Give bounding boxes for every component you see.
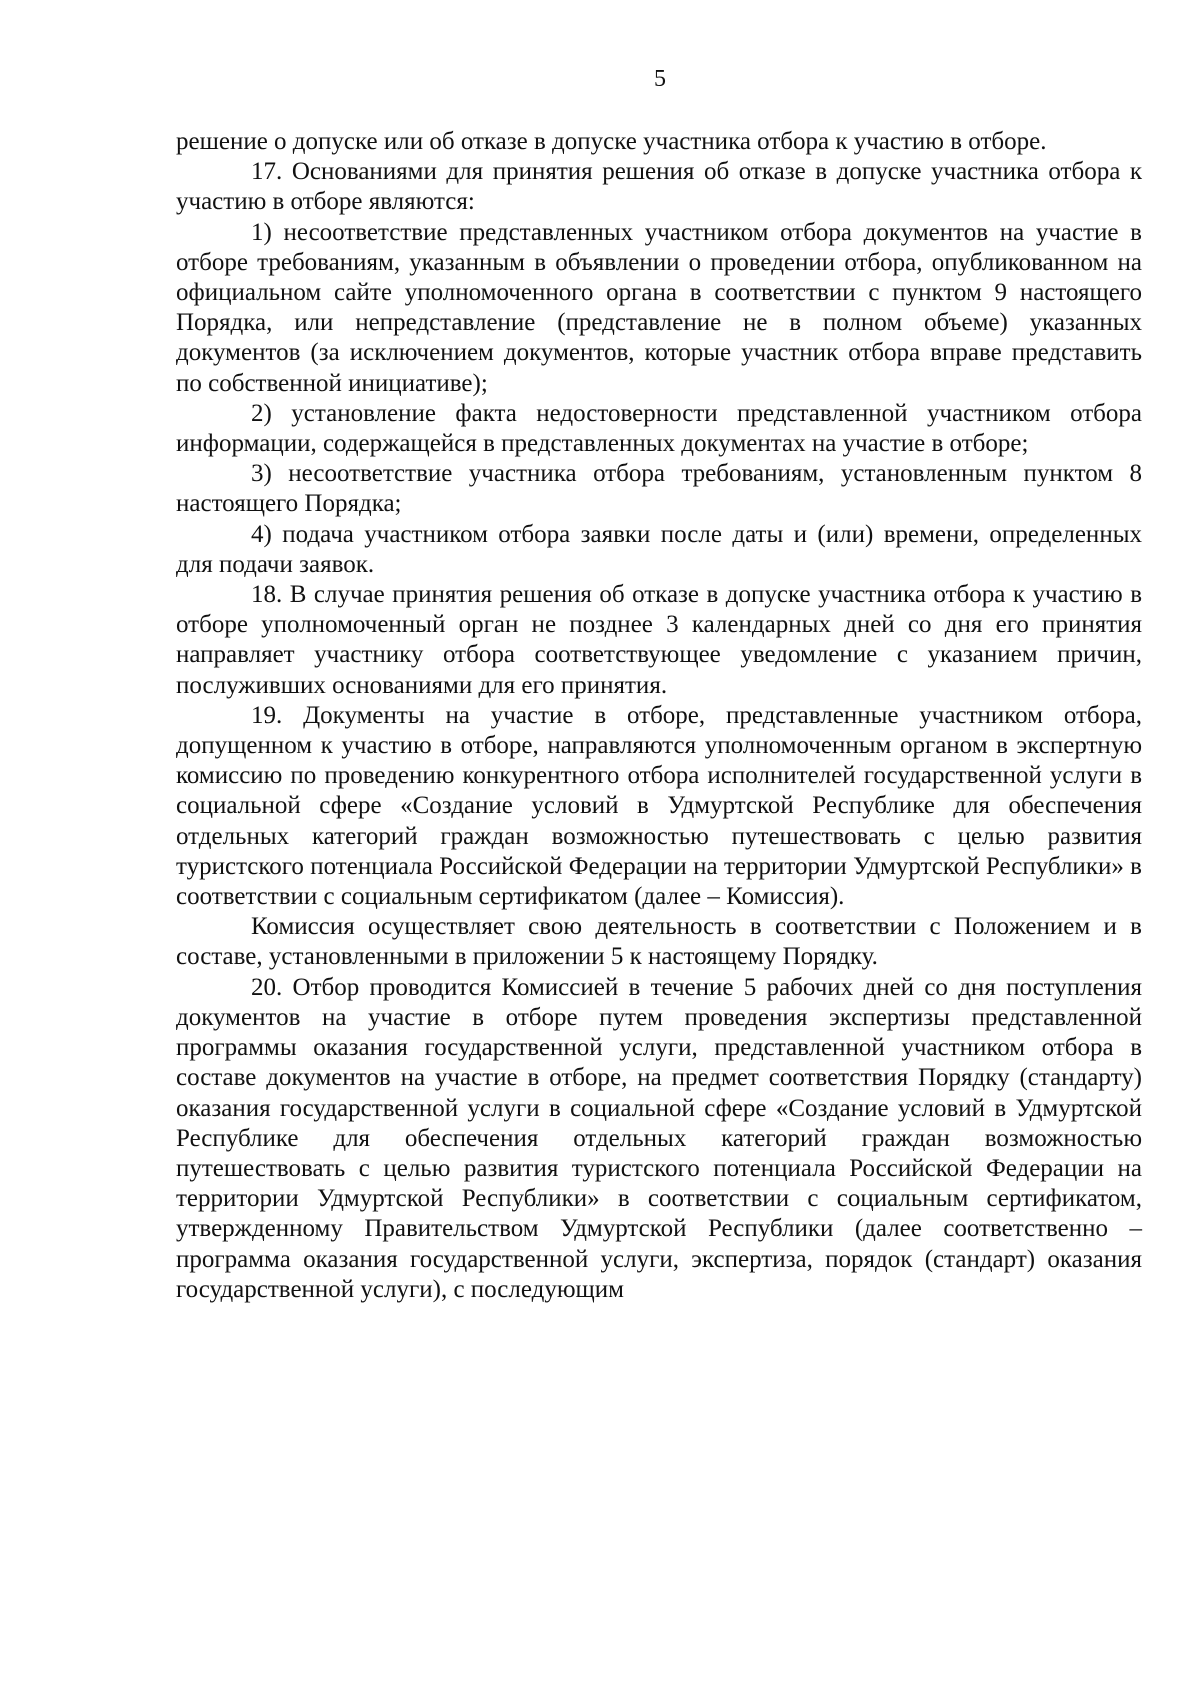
paragraph-19: 19. Документы на участие в отборе, представленные участником отбора, допущенном к участию в отборе, направляются уполномоченным органом в экспертную комиссию по проведению конкурентного отбора исполнителей государственной услуги в социальной сфере «Создание условий в Удмуртской Республике для обеспечения отдельных категорий граждан возможностью путешествовать с целью развития туристского потенциала Российской Федерации на территории Удмуртской Республики» в соответствии с социальным сертификатом (далее – Комиссия). bbox=[176, 701, 1142, 911]
document-body bbox=[176, 127, 1142, 1305]
paragraph-17-item-4: 4) подача участником отбора заявки после даты и (или) времени, определенных для подачи заявок. bbox=[176, 520, 1142, 578]
paragraph-17-item-1: 1) несоответствие представленных участником отбора документов на участие в отборе требованиям, указанным в объявлении о проведении отбора, опубликованном на официальном сайте уполномоченного органа в соответствии с пунктом 9 настоящего Порядка, или непредставление (представление не в полном объеме) указанных документов (за исключением документов, которые участник отбора вправе представить по собственной инициативе); bbox=[176, 218, 1142, 397]
page-number: 5 bbox=[654, 66, 666, 92]
paragraph-17: 17. Основаниями для принятия решения об отказе в допуске участника отбора к участию в отборе являются: bbox=[176, 158, 1142, 216]
paragraph-19-commission: Комиссия осуществляет свою деятельность в соответствии с Положением и в составе, установленными в приложении 5 к настоящему Порядку. bbox=[176, 913, 1142, 971]
paragraph-continuation: решение о допуске или об отказе в допуске участника отбора к участию в отборе. bbox=[176, 128, 1047, 155]
paragraph-18: 18. В случае принятия решения об отказе в допуске участника отбора к участию в отборе уполномоченный орган не позднее 3 календарных дней со дня его принятия направляет участнику отбора соответствующее уведомление с указанием причин, послуживших основаниями для его принятия. bbox=[176, 581, 1142, 699]
paragraph-17-item-3: 3) несоответствие участника отбора требованиям, установленным пунктом 8 настоящего Порядка; bbox=[176, 460, 1142, 518]
paragraph-20: 20. Отбор проводится Комиссией в течение 5 рабочих дней со дня поступления документов на участие в отборе путем проведения экспертизы представленной программы оказания государственной услуги, представленной участником отбора в составе документов на участие в отборе, на предмет соответствия Порядку (стандарту) оказания государственной услуги в социальной сфере «Создание условий в Удмуртской Республике для обеспечения отдельных категорий граждан возможностью путешествовать с целью развития туристского потенциала Российской Федерации на территории Удмуртской Республики» в соответствии с социальным сертификатом, утвержденному Правительством Удмуртской Республики (далее соответственно – программа оказания государственной услуги, экспертиза, порядок (стандарт) оказания государственной услуги), с последующим bbox=[176, 973, 1142, 1303]
paragraph-17-item-2: 2) установление факта недостоверности представленной участником отбора информации, содержащейся в представленных документах на участие в отборе; bbox=[176, 399, 1142, 458]
